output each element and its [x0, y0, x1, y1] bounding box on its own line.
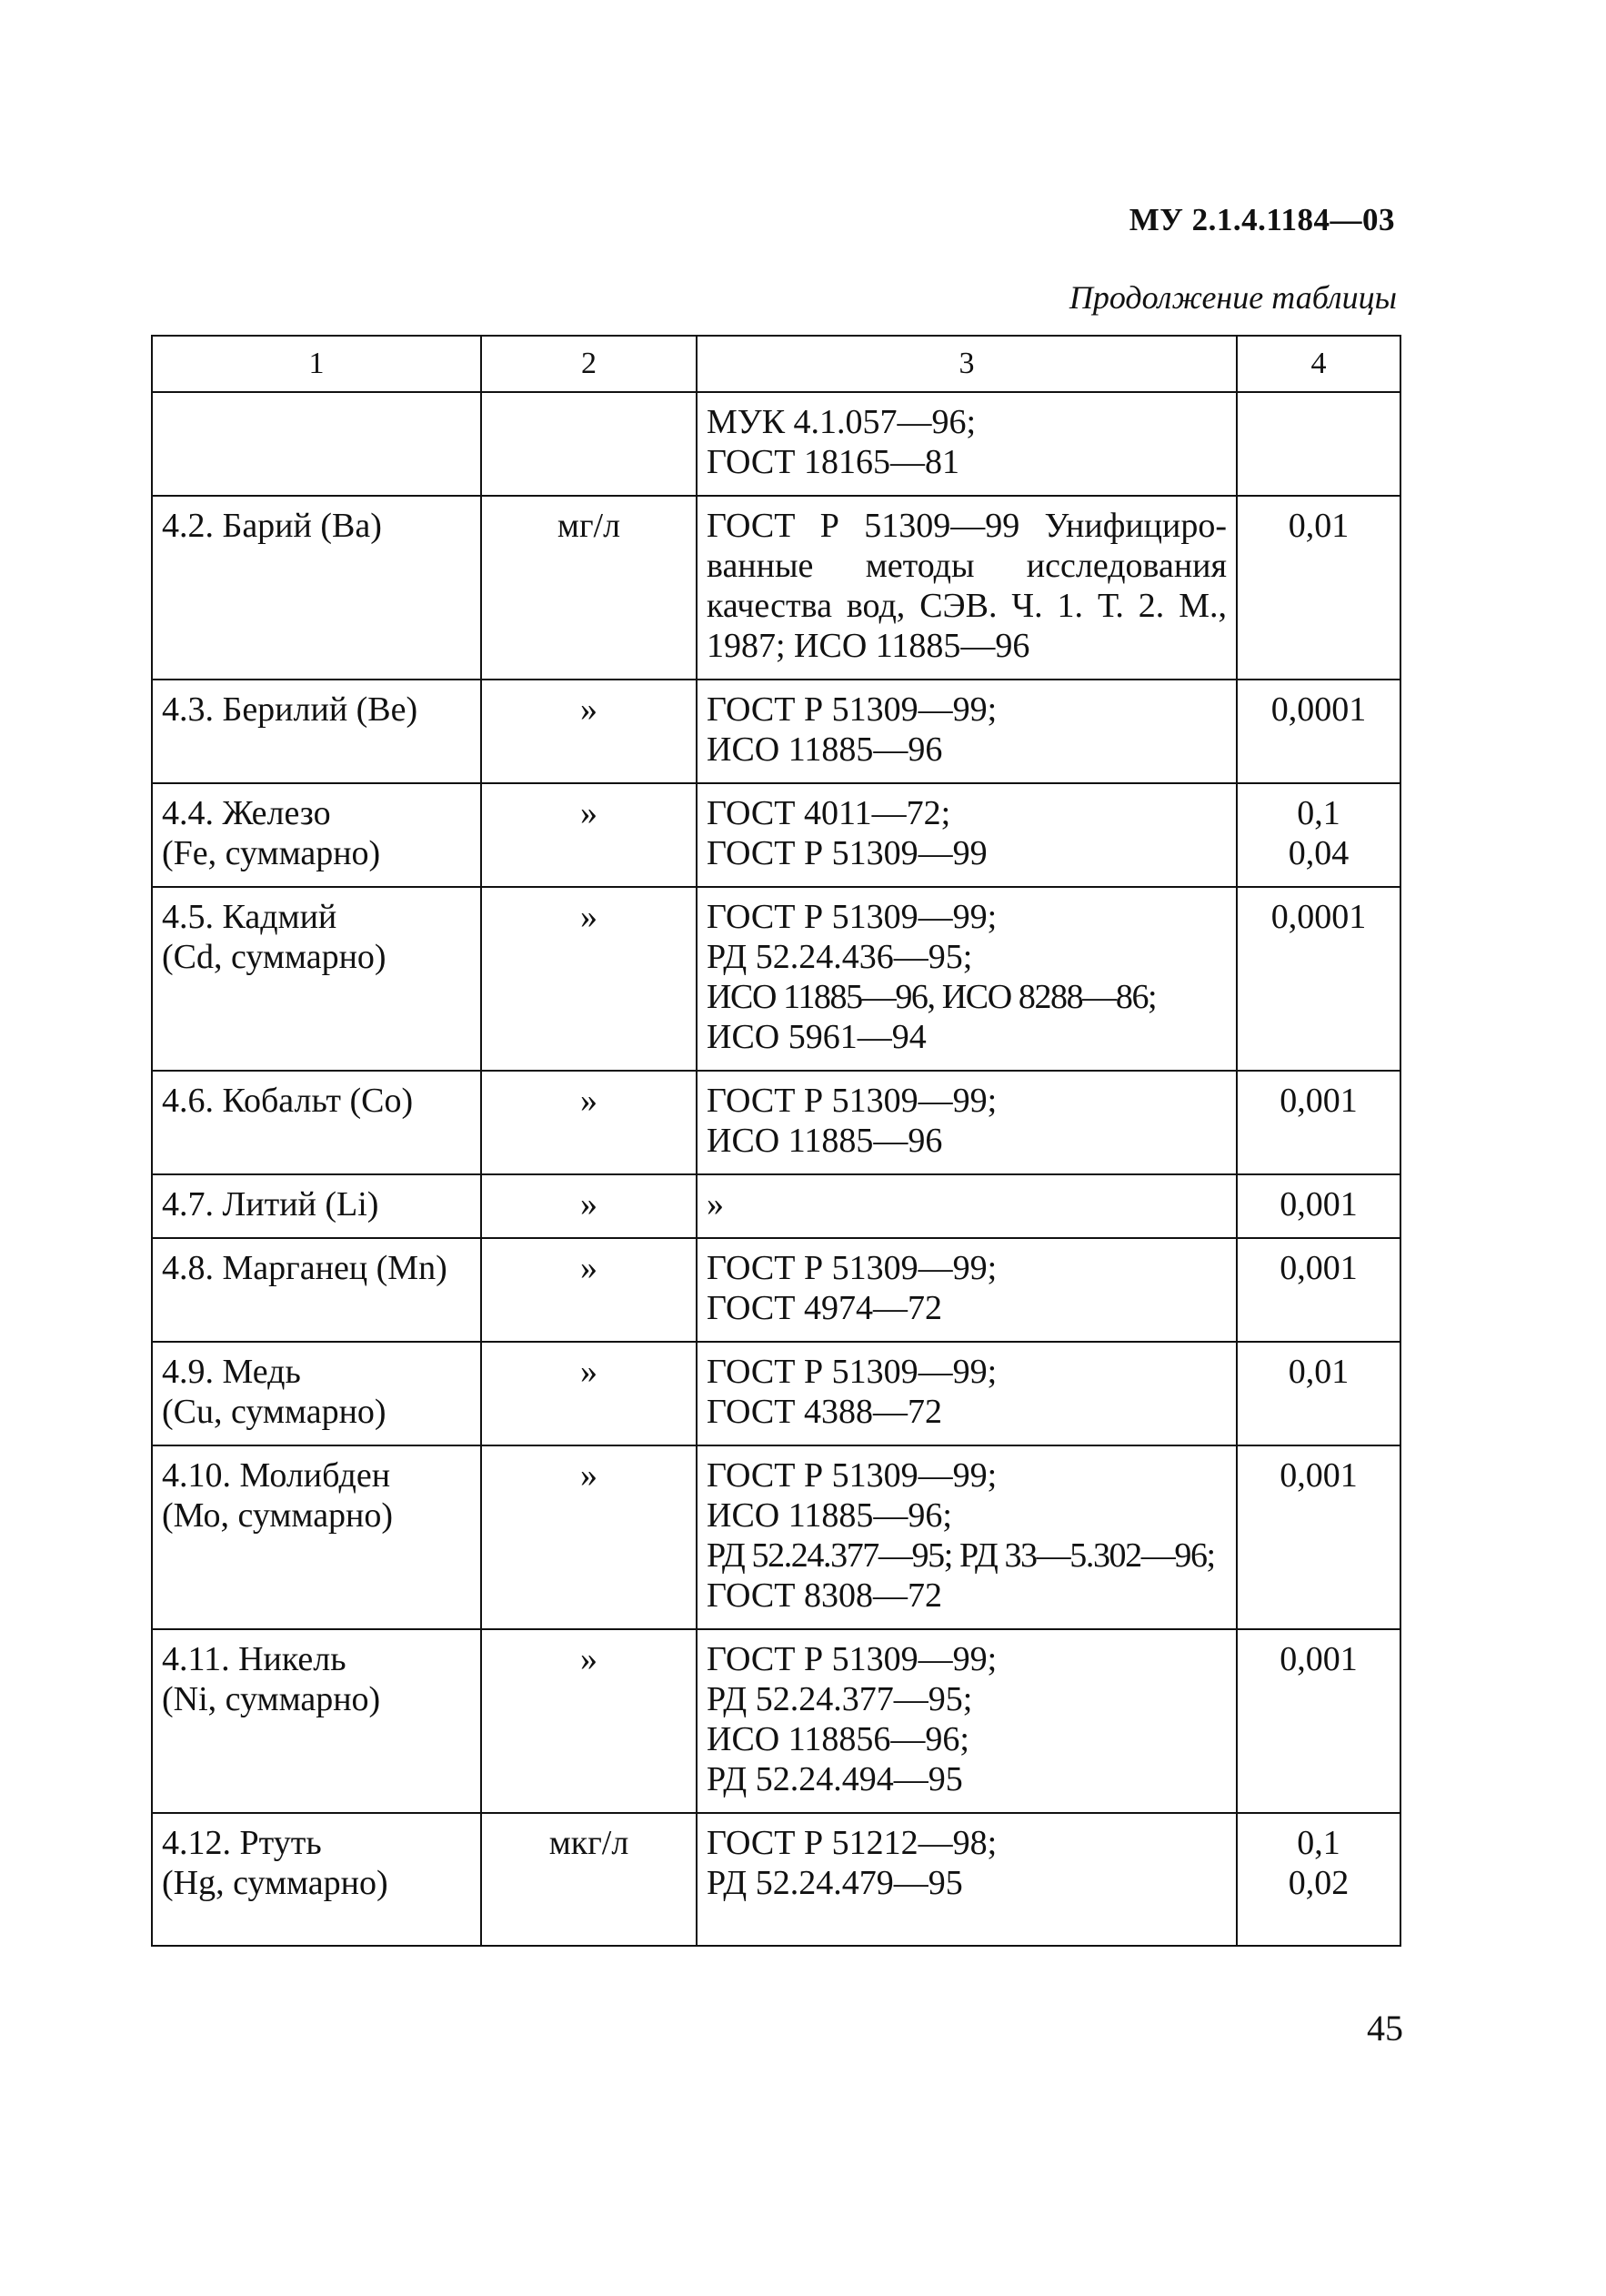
- cell-line: (Hg, суммарно): [162, 1864, 388, 1902]
- cell-line: 4.8. Марганец (Mn): [162, 1249, 447, 1287]
- indicator-cell: [152, 1629, 481, 1813]
- cell-line: ИСО 11885—96, ИСО 8288—86;: [707, 978, 1157, 1016]
- indicator-cell: [152, 1238, 481, 1342]
- cell-line: ГОСТ 4388—72: [707, 1393, 942, 1431]
- cell-line: 4.2. Барий (Ва): [162, 507, 382, 545]
- cell-line: ИСО 11885—96: [707, 1122, 943, 1160]
- unit-cell: [481, 1238, 697, 1342]
- table-row: [152, 1813, 1400, 1946]
- cell-line: мг/л: [557, 507, 621, 545]
- cell-line: ГОСТ Р 51309—99: [707, 834, 988, 872]
- column-number-row: [152, 336, 1400, 392]
- cell-line: ГОСТ Р 51309—99 Унифициро-: [707, 507, 1227, 545]
- detection-limit-cell: [1237, 496, 1400, 680]
- unit-cell: [481, 1813, 697, 1946]
- indicator-cell: [152, 1071, 481, 1174]
- table-row: [152, 1071, 1400, 1174]
- cell-line: »: [580, 794, 597, 832]
- detection-limit-cell: [1237, 783, 1400, 887]
- cell-line: »: [580, 1456, 597, 1495]
- indicator-cell: [152, 1813, 481, 1946]
- cell-line: 4.9. Медь: [162, 1353, 301, 1391]
- table-row: [152, 496, 1400, 680]
- cell-line: 0,001: [1280, 1640, 1358, 1678]
- cell-line: 0,001: [1280, 1249, 1358, 1287]
- indicator-cell: [152, 1342, 481, 1445]
- column-number-4: 4: [1237, 336, 1400, 392]
- indicator-cell: [152, 1445, 481, 1629]
- detection-limit-cell: [1237, 1174, 1400, 1238]
- unit-cell: [481, 1342, 697, 1445]
- table-row: [152, 1445, 1400, 1629]
- cell-line: 4.4. Железо: [162, 794, 331, 832]
- method-cell: [697, 392, 1237, 496]
- cell-line: (Ni, суммарно): [162, 1680, 381, 1718]
- cell-line: ГОСТ 8308—72: [707, 1576, 942, 1615]
- cell-line: 4.6. Кобальт (Со): [162, 1082, 414, 1120]
- cell-line: ГОСТ Р 51309—99;: [707, 1456, 998, 1495]
- unit-cell: [481, 680, 697, 783]
- cell-line: »: [580, 898, 597, 936]
- indicator-cell: [152, 1174, 481, 1238]
- cell-line: (Fe, суммарно): [162, 834, 381, 872]
- cell-line: ГОСТ 4974—72: [707, 1289, 942, 1327]
- cell-line: ГОСТ Р 51309—99;: [707, 898, 998, 936]
- indicator-cell: [152, 783, 481, 887]
- document-code: МУ 2.1.4.1184—03: [1129, 202, 1395, 237]
- method-cell: [697, 680, 1237, 783]
- cell-line: ИСО 5961—94: [707, 1018, 927, 1056]
- unit-cell: [481, 783, 697, 887]
- cell-line: ГОСТ Р 51212—98;: [707, 1824, 998, 1862]
- cell-line: РД 52.24.479—95: [707, 1864, 963, 1902]
- table-row: [152, 887, 1400, 1071]
- method-cell: [697, 1813, 1237, 1946]
- method-cell: [697, 1445, 1237, 1629]
- page-number: 45: [1367, 2008, 1403, 2049]
- cell-line: ванные методы исследования: [707, 547, 1227, 585]
- detection-limit-cell: [1237, 887, 1400, 1071]
- table-row: [152, 1238, 1400, 1342]
- cell-line: 4.5. Кадмий: [162, 898, 337, 936]
- cell-line: ГОСТ 4011—72;: [707, 794, 951, 832]
- method-cell: [697, 1629, 1237, 1813]
- cell-line: ГОСТ Р 51309—99;: [707, 1082, 998, 1120]
- cell-line: ГОСТ Р 51309—99;: [707, 1640, 998, 1678]
- unit-cell: [481, 496, 697, 680]
- table-row: [152, 1174, 1400, 1238]
- unit-cell: [481, 1445, 697, 1629]
- table-row: [152, 783, 1400, 887]
- cell-line: РД 52.24.436—95;: [707, 938, 973, 976]
- cell-line: 0,02: [1288, 1864, 1350, 1902]
- detection-limit-cell: [1237, 1629, 1400, 1813]
- cell-line: качества вод, СЭВ. Ч. 1. Т. 2. М.,: [707, 587, 1227, 625]
- indicator-cell: [152, 887, 481, 1071]
- unit-cell: [481, 392, 697, 496]
- table-row: [152, 1342, 1400, 1445]
- cell-line: ИСО 11885—96;: [707, 1496, 952, 1535]
- cell-line: 4.12. Ртуть: [162, 1824, 322, 1862]
- cell-line: 0,001: [1280, 1185, 1358, 1224]
- cell-line: 0,01: [1288, 1353, 1350, 1391]
- cell-line: 0,0001: [1270, 690, 1367, 729]
- cell-line: ГОСТ 18165—81: [707, 443, 959, 481]
- cell-line: ИСО 11885—96: [707, 730, 943, 769]
- cell-line: »: [580, 1353, 597, 1391]
- detection-limit-cell: [1237, 392, 1400, 496]
- indicator-cell: [152, 680, 481, 783]
- detection-limit-cell: [1237, 680, 1400, 783]
- indicator-cell: [152, 496, 481, 680]
- cell-line: ГОСТ Р 51309—99;: [707, 1249, 998, 1287]
- unit-cell: [481, 1071, 697, 1174]
- cell-line: 0,04: [1288, 834, 1350, 872]
- cell-line: 4.3. Берилий (Be): [162, 690, 418, 729]
- cell-line: (Cu, суммарно): [162, 1393, 386, 1431]
- cell-line: »: [707, 1185, 724, 1224]
- column-number-2: 2: [481, 336, 697, 392]
- table-row: [152, 1629, 1400, 1813]
- cell-line: РД 52.24.377—95;: [707, 1680, 973, 1718]
- cell-line: 4.10. Молибден: [162, 1456, 391, 1495]
- column-number-1: 1: [152, 336, 481, 392]
- method-cell: [697, 1174, 1237, 1238]
- detection-limit-cell: [1237, 1445, 1400, 1629]
- cell-line: »: [580, 1082, 597, 1120]
- cell-line: ГОСТ Р 51309—99;: [707, 690, 998, 729]
- cell-line: 0,001: [1280, 1456, 1358, 1495]
- column-number-3: 3: [697, 336, 1237, 392]
- cell-line: (Мо, суммарно): [162, 1496, 394, 1535]
- cell-line: »: [580, 690, 597, 729]
- cell-line: ИСО 118856—96;: [707, 1720, 969, 1758]
- method-cell: [697, 887, 1237, 1071]
- cell-line: РД 52.24.377—95; РД 33—5.302—96;: [707, 1536, 1215, 1575]
- method-cell: [697, 783, 1237, 887]
- cell-line: »: [580, 1249, 597, 1287]
- cell-line: РД 52.24.494—95: [707, 1760, 963, 1798]
- cell-line: МУК 4.1.057—96;: [707, 403, 977, 441]
- cell-line: 1987; ИСО 11885—96: [707, 627, 1030, 665]
- cell-line: 4.7. Литий (Li): [162, 1185, 379, 1224]
- detection-limit-cell: [1237, 1342, 1400, 1445]
- cell-line: »: [580, 1640, 597, 1678]
- unit-cell: [481, 887, 697, 1071]
- detection-limit-cell: [1237, 1813, 1400, 1946]
- method-cell: [697, 496, 1237, 680]
- unit-cell: [481, 1629, 697, 1813]
- table-row: [152, 392, 1400, 496]
- method-cell: [697, 1342, 1237, 1445]
- table-continuation-label: Продолжение таблицы: [1069, 279, 1397, 316]
- cell-line: 4.11. Никель: [162, 1640, 346, 1678]
- table-row: [152, 680, 1400, 783]
- detection-limit-cell: [1237, 1071, 1400, 1174]
- cell-line: 0,0001: [1270, 898, 1367, 936]
- cell-line: 0,1: [1297, 794, 1340, 832]
- cell-line: (Cd, суммарно): [162, 938, 386, 976]
- indicator-cell: [152, 392, 481, 496]
- method-cell: [697, 1238, 1237, 1342]
- cell-line: 0,001: [1280, 1082, 1358, 1120]
- cell-line: мкг/л: [548, 1824, 629, 1862]
- cell-line: »: [580, 1185, 597, 1224]
- unit-cell: [481, 1174, 697, 1238]
- cell-line: 0,01: [1288, 507, 1350, 545]
- detection-limit-cell: [1237, 1238, 1400, 1342]
- cell-line: 0,1: [1297, 1824, 1340, 1862]
- cell-line: ГОСТ Р 51309—99;: [707, 1353, 998, 1391]
- method-cell: [697, 1071, 1237, 1174]
- standards-table: [151, 335, 1401, 1947]
